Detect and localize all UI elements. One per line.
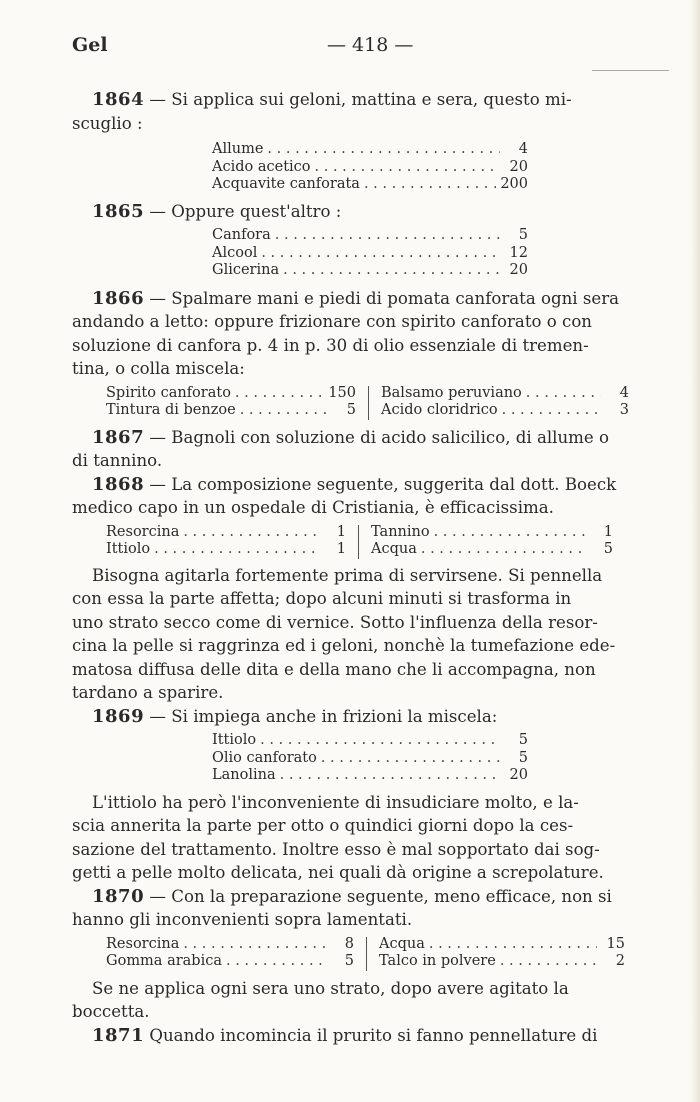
list-item	[212, 159, 528, 177]
header-rule	[592, 70, 669, 71]
list-item	[381, 385, 629, 403]
list-item	[371, 541, 613, 559]
ingredient-qty: 5	[518, 227, 528, 243]
paragraph-text: — La composizione seguente, suggerita dal dott. Boeck	[144, 474, 617, 494]
running-header	[72, 30, 669, 60]
ingredient-name: Acqua	[379, 935, 425, 952]
list-item	[371, 524, 613, 542]
ingredient-name: Acido cloridrico	[381, 402, 498, 418]
list-item	[212, 176, 528, 194]
ingredient-name: Resorcina	[106, 935, 180, 952]
paragraph-text: hanno gli inconvenienti sopra lamentati.	[72, 910, 413, 929]
paragraph-text: boccetta.	[72, 1002, 150, 1021]
ingredient-name: Tintura di benzoe	[106, 402, 236, 418]
recipe-table-1868	[106, 524, 669, 559]
list-item	[106, 953, 354, 971]
paragraph-text: scia annerita la parte per otto o quindici giorni dopo la ces-	[72, 816, 574, 835]
recipe-column-right	[371, 524, 613, 559]
paragraph-text: sazione del trattamento. Inoltre esso è mal sopportato dai sog-	[72, 839, 600, 859]
recipe-column-left	[106, 385, 356, 420]
header-section-title: Gel	[72, 34, 108, 56]
ingredient-qty: 3	[619, 402, 629, 418]
paragraph-number: 1866	[92, 287, 145, 309]
ingredient-qty: 1	[336, 541, 346, 557]
page-number: — 418 —	[327, 34, 414, 56]
ingredient-qty: 4	[518, 141, 528, 157]
list-item	[212, 732, 528, 750]
paragraph-text: — Spalmare mani e piedi di pomata canforata ogni sera	[144, 288, 620, 308]
paragraph-text: tina, o colla miscela:	[72, 359, 245, 378]
ingredient-qty: 150	[328, 384, 356, 401]
column-divider	[358, 525, 359, 559]
ingredient-qty: 5	[603, 541, 613, 557]
list-item	[212, 245, 528, 263]
paragraph-text: Quando incomincia il prurito si fanno pennellature di	[144, 1025, 598, 1045]
paragraph-1869-body	[72, 791, 669, 885]
list-item	[212, 767, 528, 785]
paragraph-text: cina la pelle si raggrinza ed i geloni, nonchè la tumefazione ede-	[72, 636, 616, 655]
ingredient-qty: 2	[615, 953, 625, 969]
list-item	[106, 936, 354, 954]
ingredient-name: Alcool	[212, 244, 258, 261]
ingredient-name: Talco in polvere	[379, 953, 496, 969]
paragraph-text: — Si applica sui geloni, mattina e sera, questo mi-	[144, 90, 572, 109]
paragraph-text: matosa diffusa delle dita e della mano che li accompagna, non	[72, 659, 596, 679]
recipe-table-1870	[106, 936, 669, 971]
ingredient-name: Ittiolo	[106, 541, 151, 557]
paragraph-text: medico capo in un ospedale di Cristiania, è efficacissima.	[72, 498, 554, 517]
paragraph-number: 1865	[92, 200, 145, 222]
book-page	[72, 30, 669, 1047]
paragraph-text: getti a pelle molto delicata, nei quali dà origine a screpolature.	[72, 863, 604, 882]
ingredient-qty: 1	[336, 523, 346, 540]
ingredient-qty: 20	[509, 767, 528, 783]
paragraph-number: 1864	[92, 89, 145, 110]
recipe-column-left	[106, 936, 354, 971]
recipe-column-left	[106, 524, 346, 559]
list-item	[106, 524, 346, 542]
paragraph-1868	[72, 473, 669, 520]
recipe-column-right	[379, 936, 625, 971]
paragraph-number: 1871	[92, 1024, 145, 1046]
page-edge-shadow	[690, 0, 700, 1102]
ingredient-name: Glicerina	[212, 262, 280, 278]
ingredient-qty: 15	[606, 935, 625, 952]
column-divider	[368, 386, 369, 420]
list-item	[106, 541, 346, 559]
ingredient-name: Resorcina	[106, 523, 180, 540]
paragraph-1870	[72, 885, 669, 932]
list-item	[212, 750, 528, 768]
paragraph-text: scuglio :	[72, 113, 143, 133]
list-item	[212, 262, 528, 280]
paragraph-1867	[72, 426, 669, 473]
paragraph-number: 1867	[92, 426, 145, 448]
paragraph-text: Se ne applica ogni sera uno strato, dopo avere agitato la	[92, 978, 569, 998]
paragraph-text: — Si impiega anche in frizioni la miscela:	[144, 706, 498, 726]
paragraph-text: — Bagnoli con soluzione di acido salicilico, di allume o	[144, 427, 609, 447]
paragraph-1871	[72, 1024, 669, 1048]
paragraph-text: uno strato secco come di vernice. Sotto l'influenza della resor-	[72, 612, 598, 632]
paragraph-text: — Con la preparazione seguente, meno efficace, non si	[144, 886, 612, 906]
ingredient-name: Lanolina	[212, 767, 276, 783]
list-item	[381, 402, 629, 420]
paragraph-1870-body	[72, 977, 669, 1024]
paragraph-text: — Oppure quest'altro :	[144, 201, 342, 221]
ingredient-name: Ittiolo	[212, 732, 257, 748]
paragraph-text: L'ittiolo ha però l'inconveniente di insudiciare molto, e la-	[92, 792, 579, 812]
ingredient-qty: 20	[509, 158, 528, 175]
paragraph-1868-body	[72, 564, 669, 705]
recipe-table-1866	[106, 385, 669, 420]
ingredient-qty: 200	[500, 176, 528, 192]
ingredient-qty: 12	[509, 244, 528, 261]
ingredient-name: Tannino	[371, 523, 430, 540]
paragraph-text: andando a letto: oppure frizionare con spirito canforato o con	[72, 312, 592, 331]
list-item	[106, 385, 356, 403]
ingredient-qty: 8	[344, 935, 354, 952]
ingredient-name: Olio canforato	[212, 749, 317, 766]
paragraph-number: 1870	[92, 885, 145, 907]
paragraph-text: soluzione di canfora p. 4 in p. 30 di olio essenziale di tremen-	[72, 335, 589, 355]
ingredient-qty: 20	[509, 262, 528, 278]
ingredient-qty: 5	[518, 749, 528, 766]
list-item	[379, 953, 625, 971]
ingredient-qty: 5	[346, 402, 356, 418]
recipe-list-1869	[212, 732, 528, 785]
ingredient-qty: 5	[518, 732, 528, 748]
paragraph-1869	[72, 705, 669, 729]
paragraph-1864	[72, 88, 669, 135]
list-item	[212, 227, 528, 245]
ingredient-name: Acquavite canforata	[212, 176, 360, 192]
list-item	[212, 141, 528, 159]
ingredient-qty: 1	[603, 523, 613, 540]
ingredient-name: Spirito canforato	[106, 384, 231, 401]
paragraph-1866	[72, 287, 669, 381]
ingredient-qty: 5	[344, 953, 354, 969]
paragraph-number: 1868	[92, 473, 145, 495]
column-divider	[366, 937, 367, 971]
paragraph-1865	[72, 200, 669, 224]
ingredient-name: Gomma arabica	[106, 953, 222, 969]
paragraph-text: tardano a sparire.	[72, 683, 224, 702]
paragraph-text: Bisogna agitarla fortemente prima di servirsene. Si pennella	[92, 565, 603, 585]
paragraph-text: con essa la parte affetta; dopo alcuni minuti si trasforma in	[72, 589, 572, 608]
ingredient-name: Allume	[212, 141, 264, 157]
ingredient-name: Canfora	[212, 227, 271, 243]
ingredient-qty: 4	[619, 384, 629, 401]
list-item	[379, 936, 625, 954]
recipe-list-1865	[212, 227, 528, 280]
recipe-list-1864	[212, 141, 528, 194]
ingredient-name: Balsamo peruviano	[381, 384, 522, 401]
list-item	[106, 402, 356, 420]
ingredient-name: Acido acetico	[212, 158, 311, 175]
paragraph-number: 1869	[92, 705, 145, 727]
recipe-column-right	[381, 385, 629, 420]
paragraph-text: di tannino.	[72, 451, 163, 470]
ingredient-name: Acqua	[371, 541, 417, 557]
